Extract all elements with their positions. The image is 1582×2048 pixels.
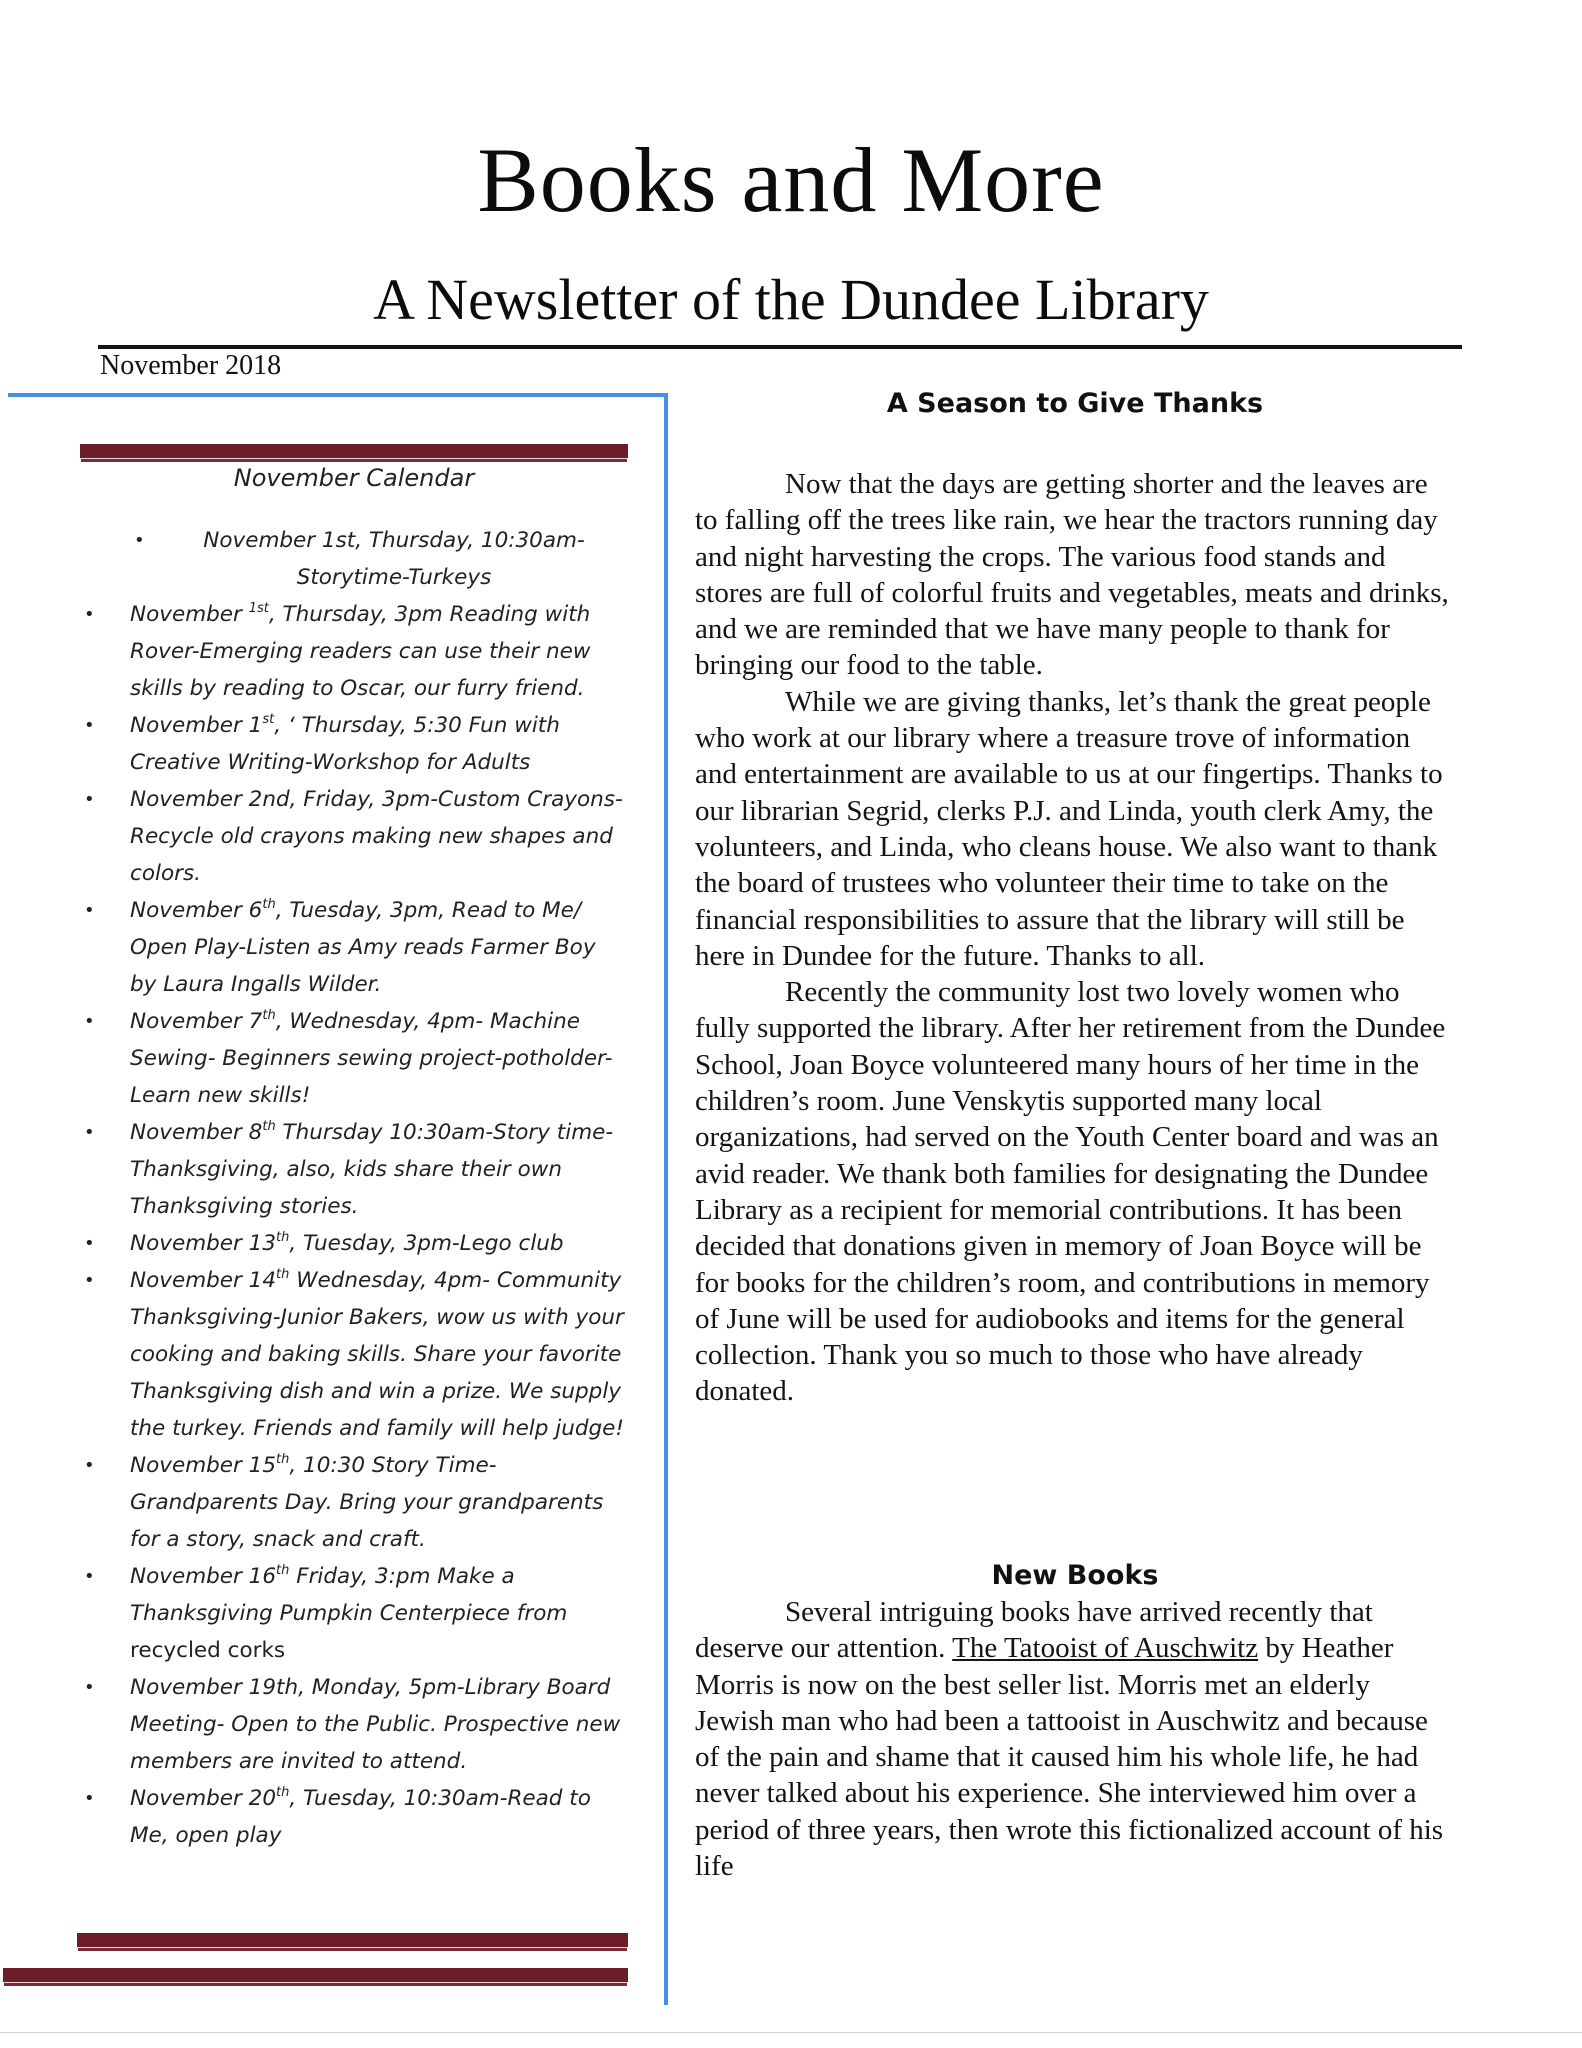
- event-details: Friday, 3:pm Make a Thanksgiving Pumpkin Centerpiece from: [130, 1564, 568, 1626]
- event-details: , ‘ Thursday, 5:30 Fun with Creative Writing-Workshop for Adults: [130, 713, 560, 775]
- bullet-icon: •: [84, 1455, 95, 1476]
- event-details: , Thursday, 10:30am- Storytime-Turkeys: [296, 528, 585, 590]
- season-article-body: [695, 466, 1455, 1410]
- calendar-event: [84, 1669, 624, 1780]
- event-date: November 8: [130, 1120, 263, 1145]
- bullet-icon: •: [134, 530, 145, 551]
- issue-date: November 2018: [100, 350, 282, 381]
- sidebar-footer-rule: [3, 1968, 628, 1983]
- calendar-event: [84, 1780, 624, 1854]
- calendar-event: [84, 522, 624, 596]
- bullet-icon: •: [84, 604, 95, 625]
- calendar-bottom-rule: [77, 1933, 628, 1948]
- event-date: November 13: [130, 1231, 277, 1256]
- event-date: November 2nd: [130, 787, 290, 812]
- event-date-suffix: th: [276, 1563, 290, 1578]
- event-details: , Friday, 3pm-Custom Crayons- Recycle old crayons making new shapes and colors.: [130, 787, 623, 886]
- new-books-intro: Several intriguing books have arrived recently that deserve our attention.: [695, 1596, 1373, 1665]
- event-date: November 15: [130, 1453, 277, 1478]
- event-date-suffix: st: [262, 712, 275, 727]
- event-details: Wednesday, 4pm- Community Thanksgiving-Junior Bakers, wow us with your cooking and baking skills. Share your favorite Thanksgiving dish and win a prize. We supply the turkey. Friends and family will help judge!: [130, 1268, 624, 1441]
- newsletter-subtitle: A Newsletter of the Dundee Library: [373, 267, 1209, 332]
- event-date: November: [130, 602, 249, 627]
- bullet-icon: •: [84, 1270, 95, 1291]
- page-edge-line: [0, 2032, 1582, 2033]
- event-date: November 1: [130, 713, 263, 738]
- article-paragraph: Now that the days are getting shorter and the leaves are to falling off the trees like rain, we hear the tractors running day and night harvesting the crops. The various food stands and stores are full of colorful fruits and vegetables, meats and drinks, and we are reminded that we have many people to thank for bringing our food to the table.: [695, 468, 1449, 682]
- season-article-heading: A Season to Give Thanks: [886, 388, 1264, 419]
- calendar-top-rule: [80, 444, 628, 459]
- book-title: The Tatooist of Auschwitz: [952, 1632, 1259, 1665]
- calendar-event: [84, 1558, 624, 1669]
- calendar-event: [84, 596, 624, 707]
- bullet-icon: •: [84, 1011, 95, 1032]
- event-date-suffix: th: [276, 1785, 290, 1800]
- event-details: Thursday 10:30am-Story time-Thanksgiving, also, kids share their own Thanksgiving stories.: [130, 1120, 614, 1219]
- event-date: November 14: [130, 1268, 277, 1293]
- bullet-icon: •: [84, 1566, 95, 1587]
- calendar-event: [84, 707, 624, 781]
- bullet-icon: •: [84, 1233, 95, 1254]
- event-date-suffix: th: [276, 1230, 290, 1245]
- calendar-event: [84, 1262, 624, 1447]
- new-books-heading: New Books: [991, 1560, 1159, 1591]
- new-books-description: by Heather Morris is now on the best seller list. Morris met an elderly Jewish man who had been a tattooist in Auschwitz and because of the pain and shame that it caused him his whole life, he had never talked about his experience. She interviewed him over a period of three years, then wrote this fictionalized account of his life: [695, 1632, 1444, 1883]
- event-date: November 19th: [130, 1675, 299, 1700]
- calendar-heading: November Calendar: [233, 464, 475, 492]
- masthead-divider: [98, 345, 1462, 349]
- newsletter-title: Books and More: [477, 129, 1105, 231]
- event-details: , Thursday, 3pm Reading with Rover-Emerging readers can use their new skills by reading to Oscar, our furry friend.: [130, 602, 591, 701]
- event-details-tail: recycled corks: [130, 1638, 286, 1663]
- bullet-icon: •: [84, 1788, 95, 1809]
- event-details: , Monday, 5pm-Library Board Meeting- Open to the Public. Prospective new members are invited to attend.: [130, 1675, 621, 1774]
- event-details: , Tuesday, 3pm, Read to Me/ Open Play-Listen as Amy reads Farmer Boy by Laura Ingalls Wilder.: [130, 898, 596, 997]
- calendar-event-list: [84, 522, 624, 1854]
- event-details: , Wednesday, 4pm- Machine Sewing- Beginners sewing project-potholder-Learn new skills!: [130, 1009, 613, 1108]
- bullet-icon: •: [84, 1122, 95, 1143]
- event-date-suffix: th: [262, 897, 276, 912]
- event-date: November 7: [130, 1009, 263, 1034]
- event-details: , 10:30 Story Time-Grandparents Day. Bring your grandparents for a story, snack and craft.: [130, 1453, 604, 1552]
- calendar-event: [84, 1447, 624, 1558]
- event-date-suffix: th: [276, 1452, 290, 1467]
- article-paragraph: Recently the community lost two lovely women who fully supported the library. After her retirement from the Dundee School, Joan Boyce volunteered many hours of her time in the children’s room. June Venskytis supported many local organizations, had served on the Youth Center board and was an avid reader. We thank both families for designating the Dundee Library as a recipient for memorial contributions. It has been decided that donations given in memory of Joan Boyce will be for books for the children’s room, and contributions in memory of June will be used for audiobooks and items for the general collection. Thank you so much to those who have already donated.: [695, 976, 1446, 1408]
- article-paragraph: [695, 1594, 1455, 1884]
- event-date: November 20: [130, 1786, 277, 1811]
- bullet-icon: •: [84, 715, 95, 736]
- event-date: November 6: [130, 898, 263, 923]
- event-date-suffix: th: [262, 1008, 276, 1023]
- calendar-event: [84, 1114, 624, 1225]
- bullet-icon: •: [84, 1677, 95, 1698]
- event-date-suffix: th: [262, 1119, 276, 1134]
- event-date: November 1st: [203, 528, 356, 553]
- article-paragraph: While we are giving thanks, let’s thank the great people who work at our library where a treasure trove of information and entertainment are available to us at our fingertips. Thanks to our librarian Segrid, clerks P.J. and Linda, youth clerk Amy, the volunteers, and Linda, who cleans house. We also want to thank the board of trustees who volunteer their time to take on the financial responsibilities to assure that the library will still be here in Dundee for the future. Thanks to all.: [695, 685, 1443, 972]
- bullet-icon: •: [84, 900, 95, 921]
- event-date-suffix: th: [276, 1267, 290, 1282]
- new-books-body: [695, 1594, 1455, 1884]
- event-details: , Tuesday, 3pm-Lego club: [289, 1231, 564, 1256]
- calendar-event: [84, 1225, 624, 1262]
- calendar-event: [84, 781, 624, 892]
- event-details: , Tuesday, 10:30am-Read to Me, open play: [130, 1786, 591, 1848]
- event-date-suffix: 1st: [248, 601, 269, 616]
- calendar-event: [84, 892, 624, 1003]
- event-date: November 16: [130, 1564, 277, 1589]
- bullet-icon: •: [84, 789, 95, 810]
- calendar-event: [84, 1003, 624, 1114]
